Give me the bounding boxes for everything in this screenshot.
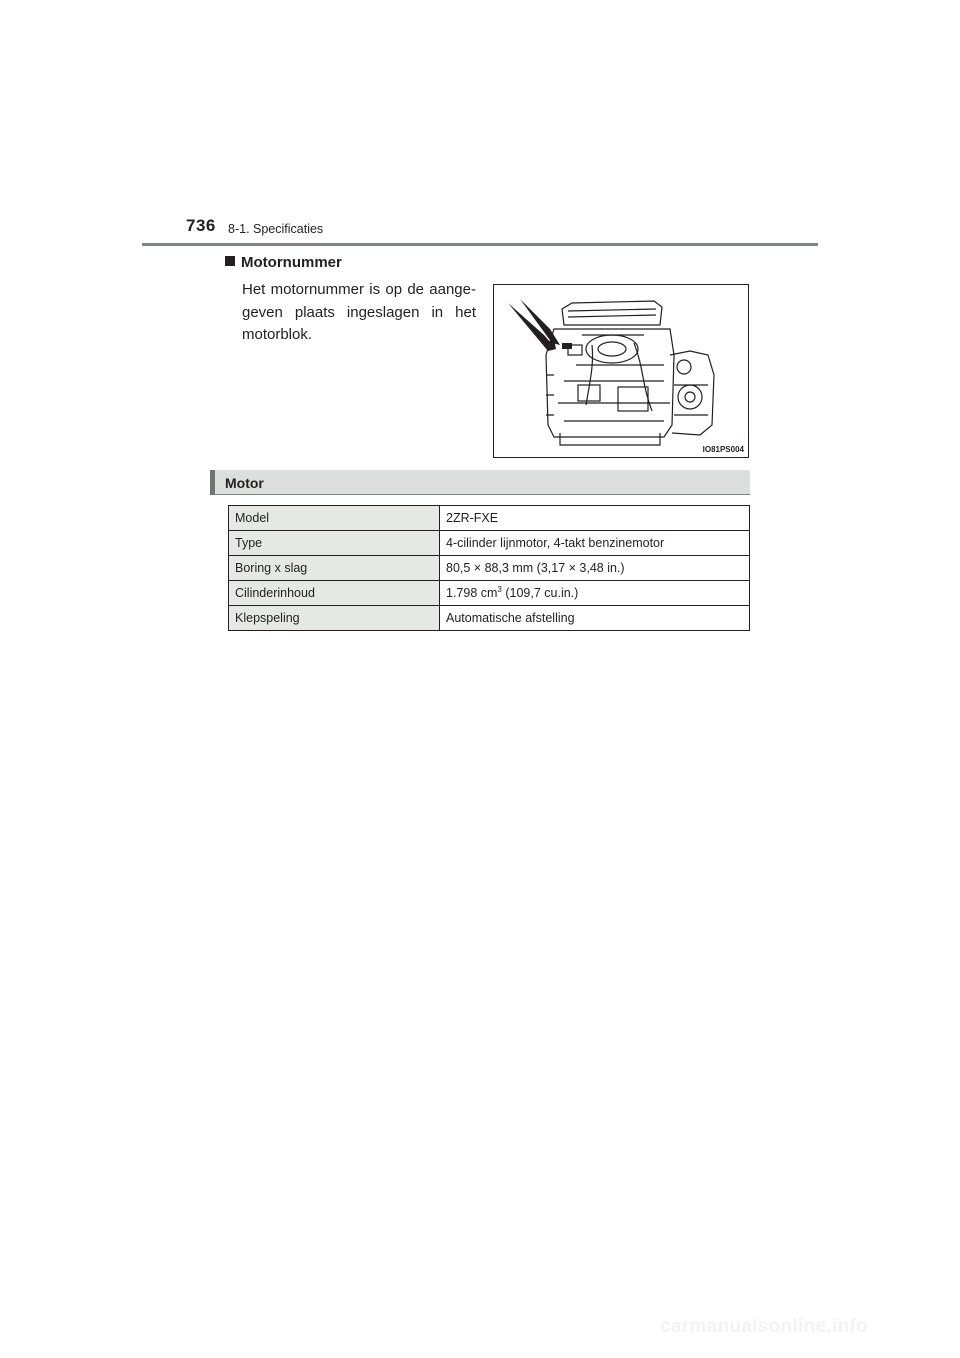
figure-code: IO81PS004	[702, 445, 744, 454]
engine-number-text: Het motornummer is op de aange-geven plaats ingeslagen in het motorblok.	[242, 281, 476, 343]
table-row	[229, 531, 750, 556]
table-row	[229, 606, 750, 631]
engine-number-heading-text: Motornummer	[241, 254, 342, 271]
table-row	[229, 556, 750, 581]
spec-value	[440, 581, 750, 606]
spec-value: Automatische afstelling	[440, 606, 750, 631]
engine-illustration-icon	[494, 285, 748, 457]
square-bullet-icon	[225, 256, 235, 266]
table-row	[229, 581, 750, 606]
footer-watermark: carmanualsonline.info	[660, 1316, 868, 1337]
spec-value: 2ZR-FXE	[440, 506, 750, 531]
header-rule	[142, 243, 818, 246]
spec-label: Type	[229, 531, 440, 556]
section-accent	[210, 470, 215, 495]
motor-spec-table	[228, 505, 750, 631]
engine-number-heading	[225, 254, 342, 271]
engine-figure	[493, 284, 749, 458]
cubic-superscript: 3	[497, 585, 502, 595]
motor-section-bar	[210, 470, 750, 495]
page-number: 736	[186, 216, 216, 235]
spec-value: 80,5 × 88,3 mm (3,17 × 3,48 in.)	[440, 556, 750, 581]
spec-label: Klepspeling	[229, 606, 440, 631]
table-row	[229, 506, 750, 531]
spec-value: 4-cilinder lijnmotor, 4-takt benzinemotor	[440, 531, 750, 556]
section-header: 8-1. Specificaties	[228, 222, 324, 236]
displacement-value-imperial: (109,7 cu.in.)	[501, 586, 579, 601]
spec-label: Cilinderinhoud	[229, 581, 440, 606]
motor-section-title: Motor	[225, 475, 264, 491]
spec-label: Boring x slag	[229, 556, 440, 581]
spec-label: Model	[229, 506, 440, 531]
displacement-value: 1.798 cm	[446, 586, 498, 601]
